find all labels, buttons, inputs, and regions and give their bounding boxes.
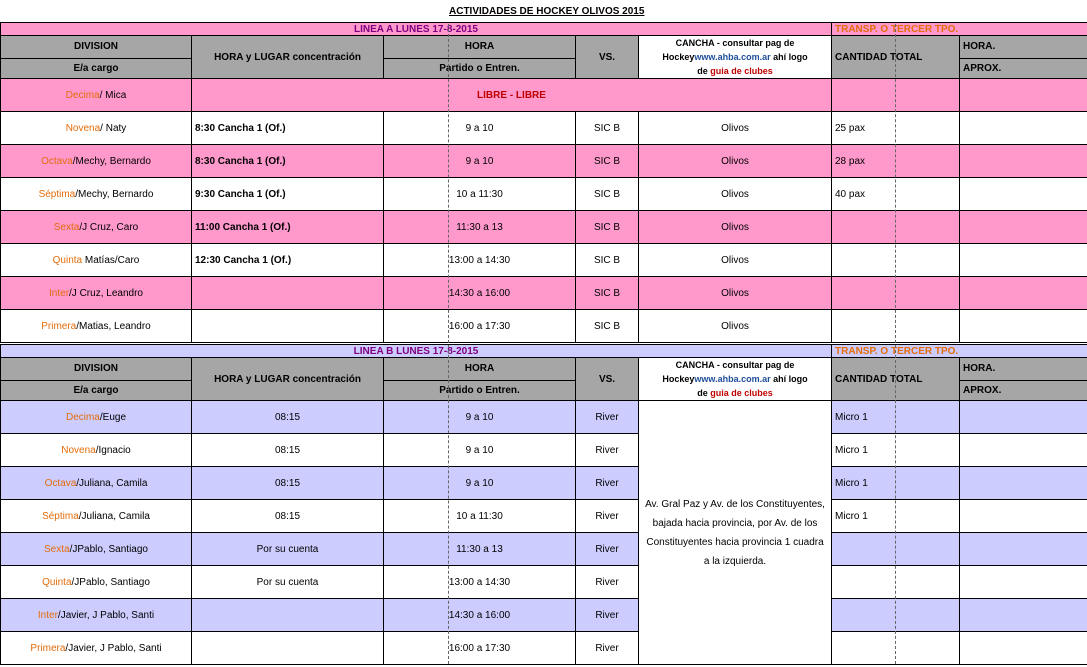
lugar-cell: Por su cuenta — [192, 566, 384, 599]
lugar-cell — [192, 599, 384, 632]
coach-label: /J Cruz, Caro — [79, 221, 139, 233]
header-aprox: APROX. — [960, 380, 1087, 400]
hora-cell: 9 a 10 — [384, 434, 576, 467]
hora-cell: 16:00 a 17:30 — [384, 632, 576, 665]
table-row — [1, 244, 1087, 277]
category-label: Inter — [37, 609, 58, 621]
cancha-cell: Olivos — [639, 310, 832, 343]
header-lugar: HORA y LUGAR concentración — [192, 36, 384, 79]
category-label: Sexta — [53, 221, 80, 233]
vs-cell: SIC B — [576, 145, 639, 178]
division-cell — [1, 500, 192, 533]
category-label: Quinta — [52, 254, 83, 266]
hora-cell: 10 a 11:30 — [384, 178, 576, 211]
hora-cell: 16:00 a 17:30 — [384, 310, 576, 343]
qty-cell: Micro 1 — [832, 500, 960, 533]
hora-cell: 14:30 a 16:00 — [384, 599, 576, 632]
division-cell — [1, 79, 192, 112]
libre-cell: LIBRE - LIBRE — [192, 79, 832, 112]
coach-label: /JPablo, Santiago — [71, 576, 150, 588]
lugar-cell: 12:30 Cancha 1 (Of.) — [192, 244, 384, 277]
header-division: DIVISION — [1, 358, 192, 381]
guia-clubes-link[interactable]: guia de clubes — [710, 388, 773, 398]
vs-cell: River — [576, 632, 639, 665]
table-row — [1, 401, 1087, 434]
vs-cell: River — [576, 467, 639, 500]
category-label: Decima — [65, 89, 100, 101]
section-a-table — [0, 22, 1087, 343]
header-cancha-de: de — [697, 388, 711, 398]
header-cancha-de: de — [697, 66, 711, 76]
header-cantidad: CANTIDAD TOTAL — [832, 36, 960, 79]
qty-cell: 28 pax — [832, 145, 960, 178]
ahba-link[interactable]: www.ahba.com.ar — [694, 52, 771, 62]
hora-aprox-cell — [960, 533, 1087, 566]
coach-label: /Javier, J Pablo, Santi — [57, 609, 155, 621]
section-b-bar: LINEA B LUNES 17-8-2015 — [1, 345, 832, 358]
hora-aprox-cell — [960, 566, 1087, 599]
header-cancha-logo: ahí logo — [770, 374, 808, 384]
category-label: Primera — [30, 642, 66, 654]
qty-cell: Micro 1 — [832, 467, 960, 500]
header-vs: VS. — [576, 36, 639, 79]
division-cell — [1, 632, 192, 665]
vs-cell: River — [576, 401, 639, 434]
division-cell — [1, 467, 192, 500]
division-cell — [1, 401, 192, 434]
hora-cell: 13:00 a 14:30 — [384, 566, 576, 599]
table-row — [1, 277, 1087, 310]
header-vs: VS. — [576, 358, 639, 401]
category-label: Octava — [41, 155, 73, 167]
hora-cell: 9 a 10 — [384, 467, 576, 500]
cancha-cell: Olivos — [639, 211, 832, 244]
coach-label: /Mechy, Bernardo — [75, 188, 154, 200]
table-row — [1, 211, 1087, 244]
cancha-cell: Olivos — [639, 178, 832, 211]
lugar-cell: 8:30 Cancha 1 (Of.) — [192, 112, 384, 145]
header-cargo: E/a cargo — [1, 58, 192, 78]
cancha-cell: Olivos — [639, 145, 832, 178]
hora-cell: 10 a 11:30 — [384, 500, 576, 533]
qty-cell: Micro 1 — [832, 434, 960, 467]
header-cancha — [639, 36, 832, 79]
lugar-cell: 08:15 — [192, 467, 384, 500]
page-break-line — [448, 24, 449, 664]
header-cancha — [639, 358, 832, 401]
section-a-bar: LINEA A LUNES 17-8-2015 — [1, 23, 832, 36]
lugar-cell — [192, 277, 384, 310]
lugar-cell: 8:30 Cancha 1 (Of.) — [192, 145, 384, 178]
vs-cell: SIC B — [576, 211, 639, 244]
header-cancha-hockey: Hockey — [662, 374, 695, 384]
vs-cell: SIC B — [576, 277, 639, 310]
table-row — [1, 310, 1087, 343]
vs-cell: SIC B — [576, 310, 639, 343]
category-label: Séptima — [38, 188, 76, 200]
category-label: Séptima — [42, 510, 79, 522]
division-cell — [1, 310, 192, 343]
section-b-table — [0, 344, 1087, 665]
division-cell — [1, 566, 192, 599]
coach-label: /Juliana, Camila — [78, 510, 150, 522]
cancha-cell: Olivos — [639, 244, 832, 277]
lugar-cell: 11:00 Cancha 1 (Of.) — [192, 211, 384, 244]
hora-aprox-cell — [960, 632, 1087, 665]
header-hora: HORA — [384, 36, 576, 59]
table-row — [1, 566, 1087, 599]
lugar-cell: 08:15 — [192, 434, 384, 467]
page-break-line — [895, 24, 896, 664]
coach-label: / Naty — [100, 122, 127, 134]
division-cell — [1, 244, 192, 277]
table-row — [1, 500, 1087, 533]
category-label: Octava — [44, 477, 77, 489]
coach-label: /J Cruz, Leandro — [69, 287, 143, 299]
qty-cell: 25 pax — [832, 112, 960, 145]
lugar-cell: 08:15 — [192, 500, 384, 533]
section-b-transp: TRANSP. O TERCER TPO. — [832, 345, 1087, 358]
division-cell — [1, 211, 192, 244]
hora-aprox-cell — [960, 500, 1087, 533]
hora-cell: 9 a 10 — [384, 112, 576, 145]
header-division: DIVISION — [1, 36, 192, 59]
header-hora-aprox: HORA. — [960, 358, 1087, 381]
division-cell — [1, 112, 192, 145]
vs-cell: SIC B — [576, 178, 639, 211]
guia-clubes-link[interactable]: guia de clubes — [710, 66, 773, 76]
header-cantidad: CANTIDAD TOTAL — [832, 358, 960, 401]
hora-aprox-cell — [960, 178, 1087, 211]
division-cell — [1, 178, 192, 211]
lugar-cell: 08:15 — [192, 401, 384, 434]
header-partido: Partido o Entren. — [384, 58, 576, 78]
coach-label: /Javier, J Pablo, Santi — [65, 642, 162, 654]
header-cancha-hockey: Hockey — [662, 52, 695, 62]
vs-cell: River — [576, 566, 639, 599]
category-label: Novena — [61, 444, 96, 456]
cancha-cell: Olivos — [639, 112, 832, 145]
coach-label: /JPablo, Santiago — [69, 543, 148, 555]
hora-aprox-cell — [960, 401, 1087, 434]
section-a-transp: TRANSP. O TERCER TPO. — [832, 23, 1087, 36]
hora-cell: 9 a 10 — [384, 401, 576, 434]
category-label: Quinta — [42, 576, 72, 588]
table-row — [1, 79, 1087, 112]
division-cell — [1, 145, 192, 178]
coach-label: /Euge — [99, 411, 127, 423]
lugar-cell — [192, 632, 384, 665]
coach-label: /Juliana, Camila — [76, 477, 148, 489]
category-label: Sexta — [44, 543, 70, 555]
cancha-directions-cell: Av. Gral Paz y Av. de los Constituyentes, bajada hacia provincia, por Av. de los Constituyentes hacia provincia 1 cuadra a la izquierda. — [639, 401, 832, 665]
category-label: Inter — [49, 287, 70, 299]
hora-cell: 13:00 a 14:30 — [384, 244, 576, 277]
lugar-cell — [192, 310, 384, 343]
coach-label: Matías/Caro — [82, 254, 140, 266]
hora-aprox-cell — [960, 467, 1087, 500]
lugar-cell: 9:30 Cancha 1 (Of.) — [192, 178, 384, 211]
division-cell — [1, 277, 192, 310]
vs-cell: River — [576, 533, 639, 566]
header-cargo: E/a cargo — [1, 380, 192, 400]
vs-cell: SIC B — [576, 112, 639, 145]
table-row — [1, 112, 1087, 145]
table-row — [1, 599, 1087, 632]
header-lugar: HORA y LUGAR concentración — [192, 358, 384, 401]
vs-cell: River — [576, 500, 639, 533]
hora-aprox-cell — [960, 434, 1087, 467]
sheet-title: ACTIVIDADES DE HOCKEY OLIVOS 2015 — [449, 6, 645, 17]
coach-label: /Matias, Leandro — [76, 320, 151, 332]
hora-cell: 9 a 10 — [384, 145, 576, 178]
category-label: Primera — [41, 320, 77, 332]
table-row — [1, 145, 1087, 178]
category-label: Novena — [65, 122, 101, 134]
division-cell — [1, 434, 192, 467]
qty-cell: 40 pax — [832, 178, 960, 211]
vs-cell: SIC B — [576, 244, 639, 277]
table-row — [1, 467, 1087, 500]
ahba-link[interactable]: www.ahba.com.ar — [694, 374, 771, 384]
header-hora: HORA — [384, 358, 576, 381]
hora-aprox-cell — [960, 310, 1087, 343]
header-cancha-line1: CANCHA - consultar pag de — [675, 360, 795, 370]
hora-aprox-cell — [960, 112, 1087, 145]
hora-aprox-cell — [960, 145, 1087, 178]
coach-label: /Ignacio — [95, 444, 131, 456]
cancha-cell: Olivos — [639, 277, 832, 310]
header-aprox: APROX. — [960, 58, 1087, 78]
hora-aprox-cell — [960, 244, 1087, 277]
hora-aprox-cell — [960, 211, 1087, 244]
hora-cell: 11:30 a 13 — [384, 533, 576, 566]
vs-cell: River — [576, 599, 639, 632]
table-row — [1, 178, 1087, 211]
hora-aprox-cell — [960, 277, 1087, 310]
division-cell — [1, 533, 192, 566]
coach-label: / Mica — [99, 89, 127, 101]
category-label: Decima — [65, 411, 100, 423]
table-row — [1, 533, 1087, 566]
hora-cell: 11:30 a 13 — [384, 211, 576, 244]
header-cancha-line1: CANCHA - consultar pag de — [675, 38, 795, 48]
division-cell — [1, 599, 192, 632]
hora-cell: 14:30 a 16:00 — [384, 277, 576, 310]
table-row — [1, 632, 1087, 665]
header-cancha-logo: ahí logo — [770, 52, 808, 62]
hora-aprox-cell — [960, 79, 1087, 112]
qty-cell: Micro 1 — [832, 401, 960, 434]
lugar-cell: Por su cuenta — [192, 533, 384, 566]
coach-label: /Mechy, Bernardo — [72, 155, 151, 167]
hora-aprox-cell — [960, 599, 1087, 632]
vs-cell: River — [576, 434, 639, 467]
header-partido: Partido o Entren. — [384, 380, 576, 400]
header-hora-aprox: HORA. — [960, 36, 1087, 59]
table-row — [1, 434, 1087, 467]
